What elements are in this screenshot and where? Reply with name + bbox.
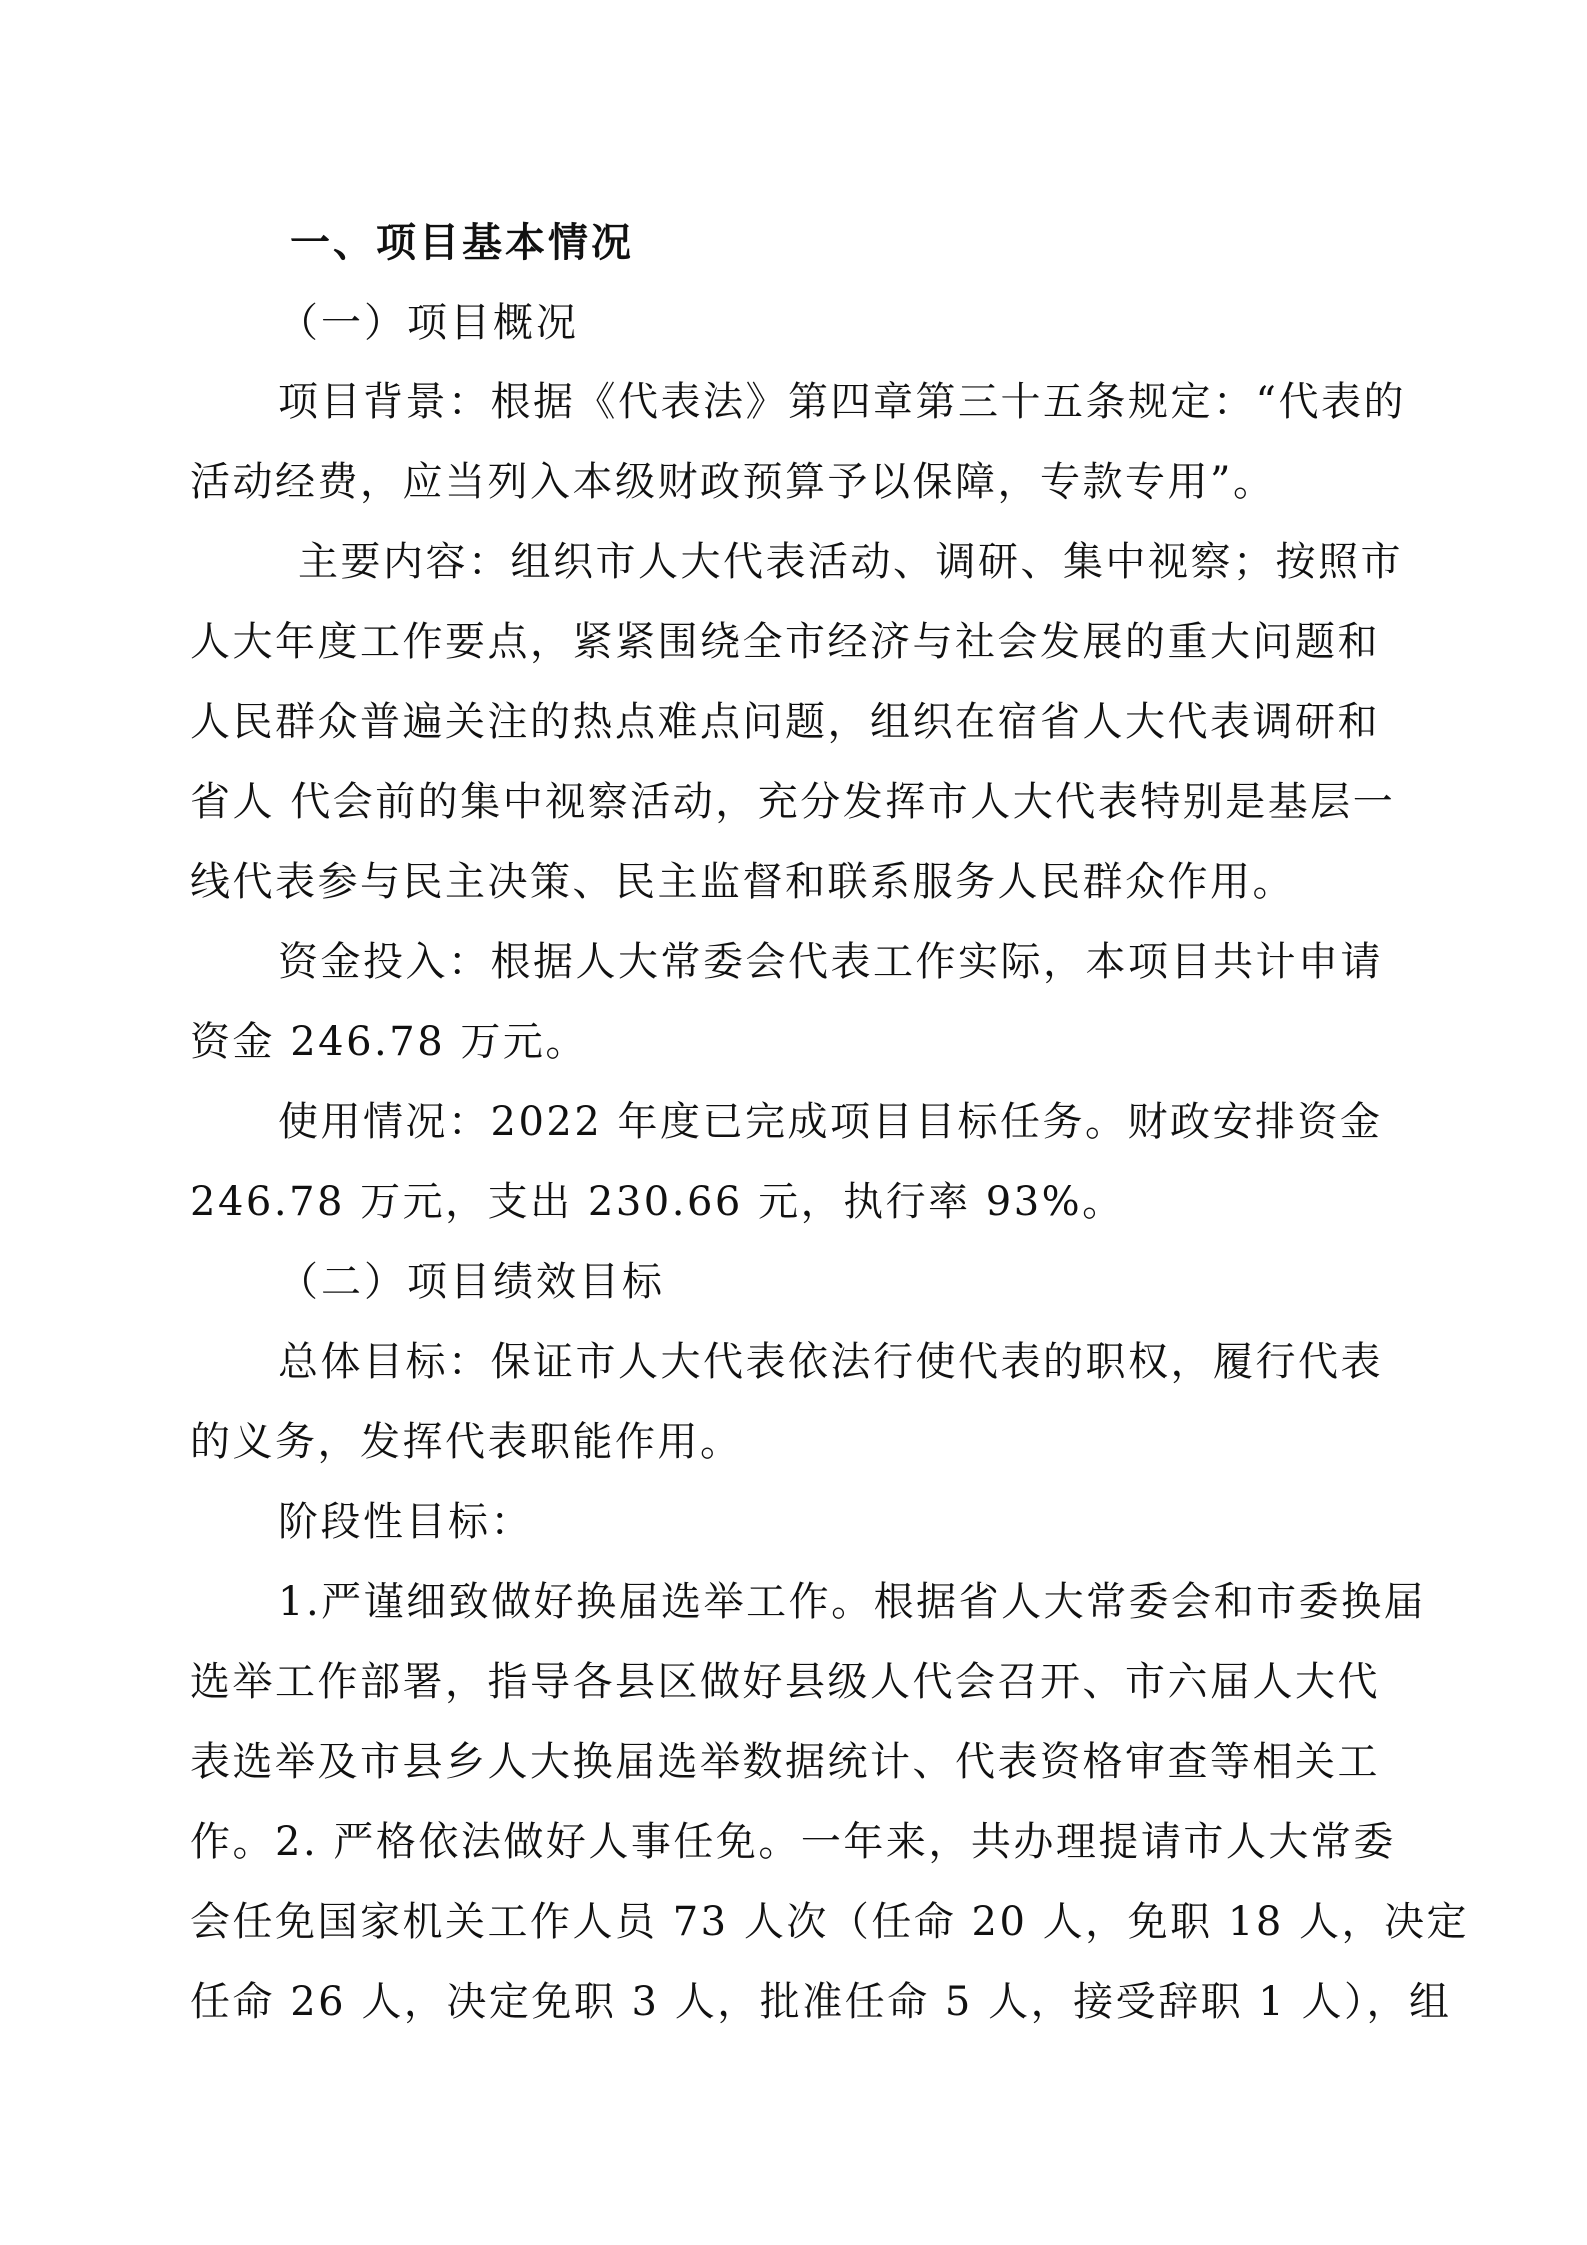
paragraph-line: 省人 代会前的集中视察活动，充分发挥市人大代表特别是基层一 <box>190 779 1396 825</box>
paragraph-line: 主要内容：组织市人大代表活动、调研、集中视察；按照市 <box>298 539 1403 585</box>
subsection-title-goals: （二）项目绩效目标 <box>278 1259 665 1305</box>
paragraph-line: 总体目标：保证市人大代表依法行使代表的职权，履行代表 <box>278 1339 1383 1385</box>
paragraph-line: 作。2. 严格依法做好人事任免。一年来，共办理提请市人大常委 <box>190 1819 1396 1865</box>
paragraph-line: 的义务，发挥代表职能作用。 <box>190 1419 743 1465</box>
paragraph-line: 项目背景：根据《代表法》第四章第三十五条规定：“代表的 <box>278 379 1406 425</box>
paragraph-line: 人大年度工作要点，紧紧围绕全市经济与社会发展的重大问题和 <box>190 619 1380 665</box>
paragraph-line: 选举工作部署，指导各县区做好县级人代会召开、市六届人大代 <box>190 1659 1380 1705</box>
section-heading: 一、项目基本情况 <box>290 220 634 266</box>
paragraph-line: 会任免国家机关工作人员 73 人次（任命 20 人，免职 18 人，决定 <box>190 1899 1469 1945</box>
paragraph-line: 线代表参与民主决策、民主监督和联系服务人民群众作用。 <box>190 859 1295 905</box>
stage-goal-label: 阶段性目标： <box>278 1499 533 1545</box>
paragraph-line: 使用情况：2022 年度已完成项目目标任务。财政安排资金 <box>278 1099 1383 1145</box>
subsection-title-overview: （一）项目概况 <box>278 300 579 346</box>
paragraph-line: 表选举及市县乡人大换届选举数据统计、代表资格审查等相关工 <box>190 1739 1380 1785</box>
paragraph-line: 活动经费，应当列入本级财政预算予以保障，专款专用”。 <box>190 459 1276 505</box>
paragraph-line: 246.78 万元，支出 230.66 元，执行率 93%。 <box>190 1179 1125 1225</box>
paragraph-line: 1.严谨细致做好换届选举工作。根据省人大常委会和市委换届 <box>278 1579 1427 1625</box>
paragraph-line: 资金投入：根据人大常委会代表工作实际，本项目共计申请 <box>278 939 1383 985</box>
paragraph-line: 资金 246.78 万元。 <box>190 1019 588 1065</box>
paragraph-line: 人民群众普遍关注的热点难点问题，组织在宿省人大代表调研和 <box>190 699 1380 745</box>
paragraph-line: 任命 26 人，决定免职 3 人，批准任命 5 人，接受辞职 1 人），组 <box>190 1979 1452 2025</box>
